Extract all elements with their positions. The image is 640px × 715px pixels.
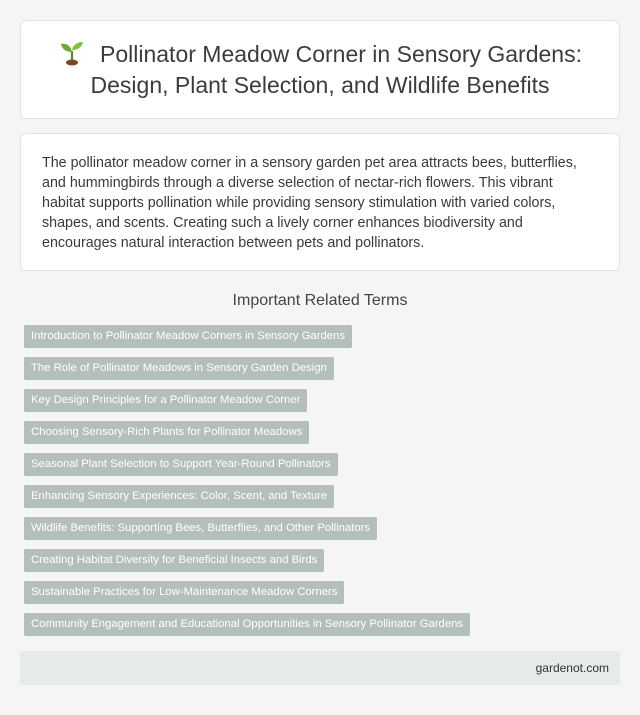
term-tag[interactable]: Choosing Sensory-Rich Plants for Pollinator Meadows xyxy=(24,421,309,444)
term-tag[interactable]: Introduction to Pollinator Meadow Corners in Sensory Gardens xyxy=(24,325,352,348)
term-tag[interactable]: Sustainable Practices for Low-Maintenance Meadow Corners xyxy=(24,581,344,604)
term-tag[interactable]: Community Engagement and Educational Opportunities in Sensory Pollinator Gardens xyxy=(24,613,470,636)
term-tag[interactable]: Wildlife Benefits: Supporting Bees, Butterflies, and Other Pollinators xyxy=(24,517,377,540)
footer-site-link[interactable]: gardenot.com xyxy=(535,661,609,675)
summary-text: The pollinator meadow corner in a sensory garden pet area attracts bees, butterflies, and hummingbirds through a diverse selection of nectar-rich flowers. This vibrant habitat supports pollination while providing sensory stimulation with varied colors, shapes, and scents. Creating such a lively corner enhances biodiversity and encourages natural interaction between pets and pollinators. xyxy=(42,155,577,251)
term-tag[interactable]: The Role of Pollinator Meadows in Sensory Garden Design xyxy=(24,357,334,380)
page-title xyxy=(50,38,590,101)
term-tag[interactable]: Seasonal Plant Selection to Support Year-Round Pollinators xyxy=(24,453,338,476)
related-terms-list xyxy=(24,325,624,645)
page-title-text: Pollinator Meadow Corner in Sensory Gardens: Design, Plant Selection, and Wildlife Benefits xyxy=(90,41,582,98)
term-tag[interactable]: Enhancing Sensory Experiences: Color, Scent, and Texture xyxy=(24,485,334,508)
summary-card xyxy=(20,133,620,271)
title-card xyxy=(20,20,620,119)
seedling-icon xyxy=(58,38,86,66)
footer xyxy=(20,651,620,685)
term-tag[interactable]: Creating Habitat Diversity for Beneficial Insects and Birds xyxy=(24,549,324,572)
related-terms-heading: Important Related Terms xyxy=(232,292,408,309)
term-tag[interactable]: Key Design Principles for a Pollinator Meadow Corner xyxy=(24,389,307,412)
